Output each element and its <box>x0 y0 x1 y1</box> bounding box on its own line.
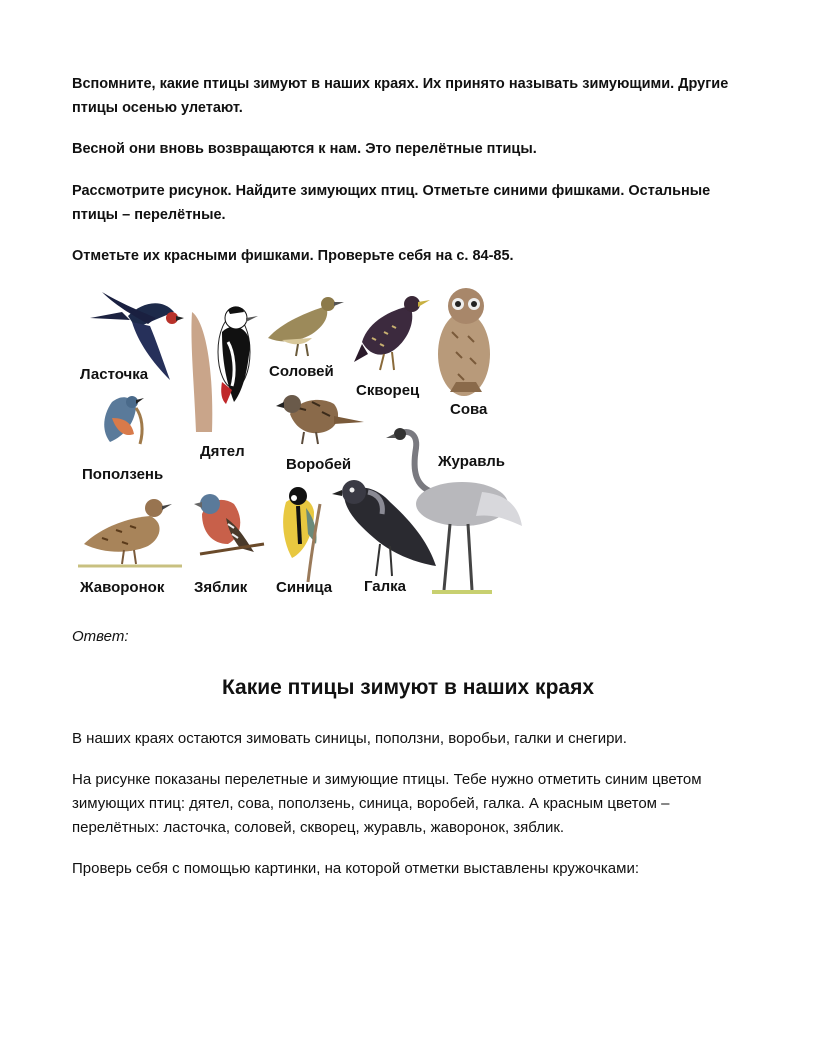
label-tit: Синица <box>276 579 333 596</box>
owl-illustration <box>438 288 490 396</box>
chaffinch-illustration <box>194 494 264 554</box>
nightingale-illustration <box>268 297 344 356</box>
answer-paragraph-2: На рисунке показаны перелетные и зимующие птицы. Тебе нужно отметить синим цветом зимующих птиц: дятел, сова, поползень, синица, воробей, галка. А красным цветом – перелётных: ласточка, соловей, скворец, журавль, жаворонок, зяблик. <box>72 771 702 836</box>
task-paragraph-4: Отметьте их красными фишками. Проверьте себя на с. 84-85. <box>72 248 514 264</box>
answer-paragraph-1: В наших краях остаются зимовать синицы, поползни, воробьи, галки и снегири. <box>72 730 627 747</box>
nuthatch-illustration <box>104 396 144 444</box>
sparrow-illustration <box>276 395 364 444</box>
label-lark: Жаворонок <box>80 579 165 596</box>
label-starling: Скворец <box>356 382 420 399</box>
label-nightingale: Соловей <box>269 363 334 380</box>
label-crane: Журавль <box>438 453 505 470</box>
lark-illustration <box>78 499 182 566</box>
tit-illustration <box>283 487 320 582</box>
task-paragraph-2: Весной они вновь возвращаются к нам. Это перелётные птицы. <box>72 141 537 157</box>
jackdaw-illustration <box>332 480 436 576</box>
label-chaffinch: Зяблик <box>194 579 248 596</box>
answer-paragraph-3: Проверь себя с помощью картинки, на которой отметки выставлены кружочками: <box>72 860 640 877</box>
starling-illustration <box>354 296 430 370</box>
birds-figure <box>72 282 532 602</box>
task-paragraph-3: Рассмотрите рисунок. Найдите зимующих птиц. Отметьте синими фишками. Остальные птицы – перелётные. <box>72 183 711 223</box>
label-swallow: Ласточка <box>80 366 149 383</box>
birds-illustration <box>72 282 532 602</box>
answer-label: Ответ: <box>72 628 129 645</box>
task-paragraph-1: Вспомните, какие птицы зимуют в наших краях. Их принято называть зимующими. Другие птицы осенью улетают. <box>72 76 729 116</box>
label-nuthatch: Поползень <box>82 466 164 483</box>
label-sparrow: Воробей <box>286 456 352 473</box>
label-jackdaw: Галка <box>364 578 407 595</box>
woodpecker-illustration <box>191 306 258 432</box>
label-owl: Сова <box>450 401 488 418</box>
section-heading: Какие птицы зимуют в наших краях <box>221 676 595 699</box>
label-woodpecker: Дятел <box>200 443 245 460</box>
